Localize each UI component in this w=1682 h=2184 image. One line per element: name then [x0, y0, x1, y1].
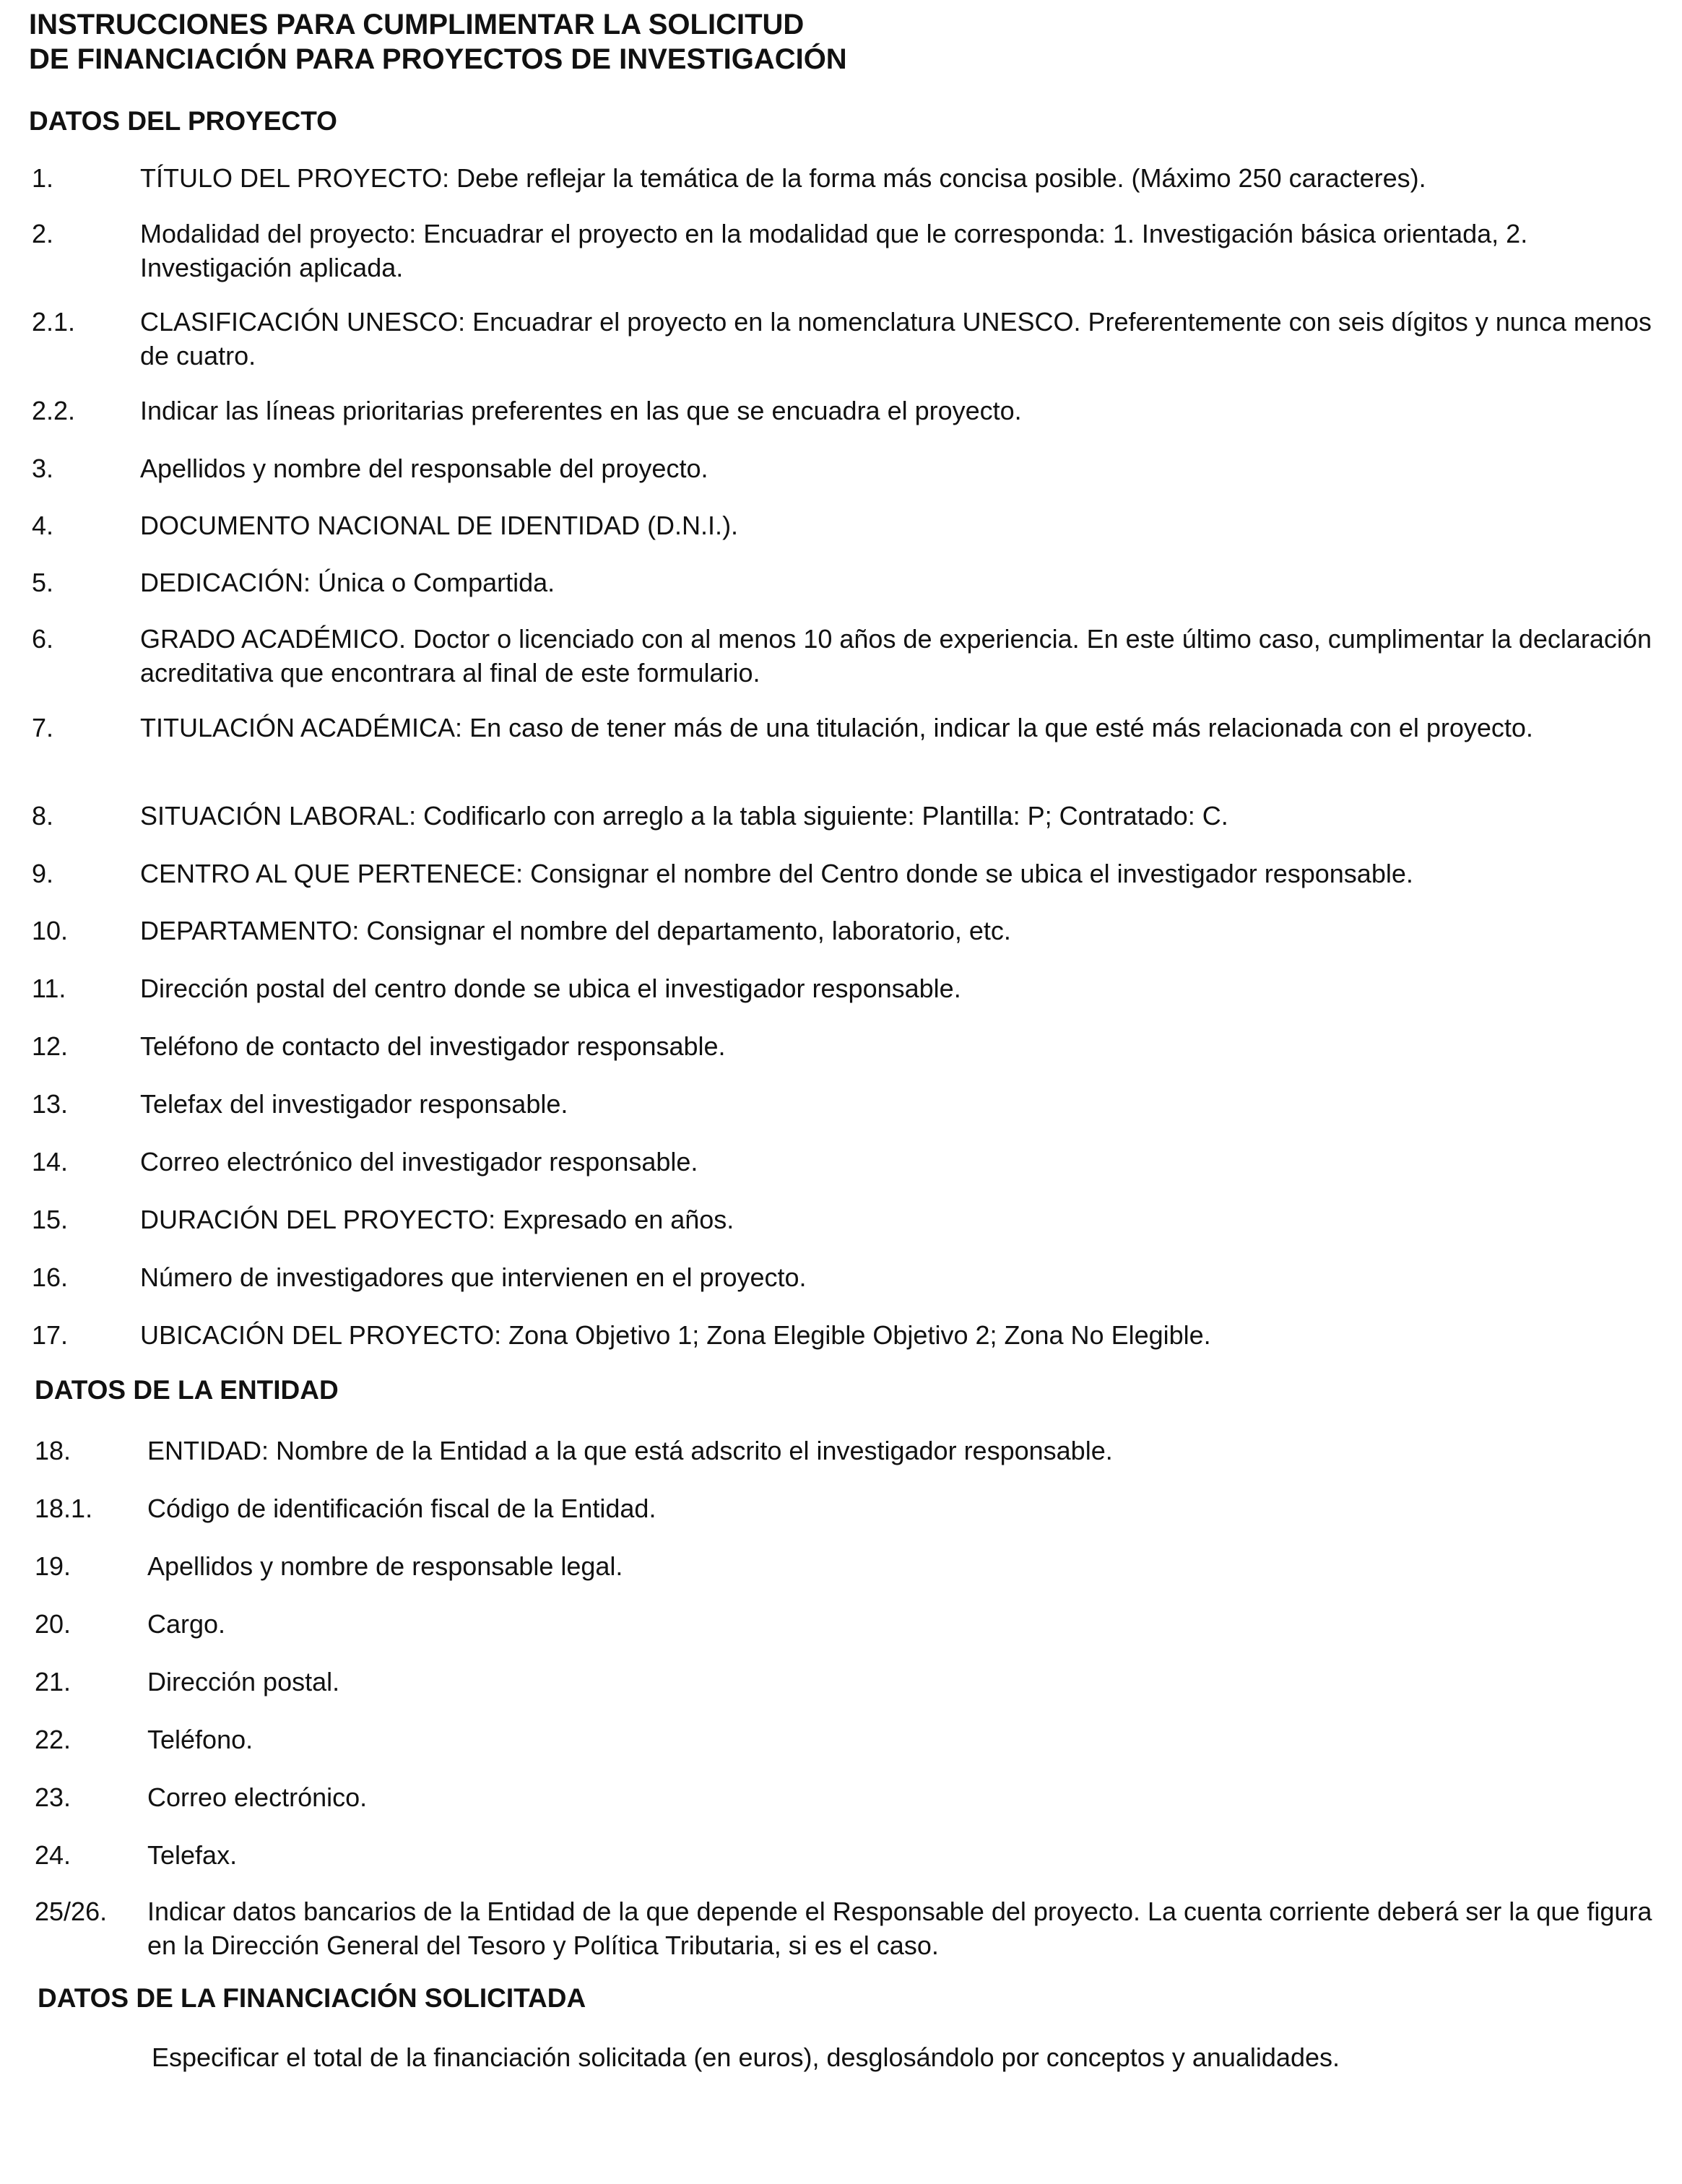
item-text: SITUACIÓN LABORAL: Codificarlo con arreglo a la tabla siguiente: Plantilla: P; Contratado: C.: [140, 801, 1228, 831]
item-number: 14.: [32, 1147, 69, 1176]
item-text: Indicar datos bancarios de la Entidad de la que depende el Responsable del proyecto. La cuenta corriente deberá ser la que figura en la Dirección General del Tesoro y Política Tributaria, si es el caso.: [147, 1897, 1652, 1960]
item-text: DEDICACIÓN: Única o Compartida.: [140, 568, 555, 597]
item-text: CLASIFICACIÓN UNESCO: Encuadrar el proyecto en la nomenclatura UNESCO. Preferentemente con seis dígitos y nunca menos de cuatro.: [140, 307, 1652, 370]
item-number: 6.: [32, 624, 54, 654]
item-number: 9.: [32, 859, 54, 888]
item-text: Telefax del investigador responsable.: [140, 1089, 568, 1119]
title-line-1: INSTRUCCIONES PARA CUMPLIMENTAR LA SOLICITUD: [29, 9, 805, 40]
item-text: ENTIDAD: Nombre de la Entidad a la que está adscrito el investigador responsable.: [147, 1436, 1113, 1465]
item-number: 18.1.: [35, 1494, 93, 1523]
item-number: 2.1.: [32, 307, 76, 337]
item-number: 13.: [32, 1089, 69, 1119]
item-number: 2.: [32, 219, 54, 248]
item-text: Modalidad del proyecto: Encuadrar el proyecto en la modalidad que le corresponda: 1. Investigación básica orientada, 2. Investigación aplicada.: [140, 219, 1528, 282]
item-number: 15.: [32, 1205, 69, 1234]
item-text: Apellidos y nombre de responsable legal.: [147, 1551, 623, 1581]
item-text: Dirección postal del centro donde se ubica el investigador responsable.: [140, 974, 961, 1003]
item-text: CENTRO AL QUE PERTENECE: Consignar el nombre del Centro donde se ubica el investigador responsable.: [140, 859, 1413, 888]
item-number: 10.: [32, 916, 69, 945]
item-number: 21.: [35, 1667, 71, 1696]
item-text: Correo electrónico.: [147, 1782, 368, 1812]
section-heading-financiacion: DATOS DE LA FINANCIACIÓN SOLICITADA: [38, 1983, 586, 2013]
item-text: UBICACIÓN DEL PROYECTO: Zona Objetivo 1; Zona Elegible Objetivo 2; Zona No Elegible.: [140, 1320, 1211, 1350]
item-number: 19.: [35, 1551, 71, 1581]
item-number: 7.: [32, 713, 54, 742]
item-text: Indicar las líneas prioritarias preferentes en las que se encuadra el proyecto.: [140, 396, 1022, 425]
item-number: 11.: [32, 974, 66, 1003]
item-text: Número de investigadores que intervienen en el proyecto.: [140, 1262, 807, 1292]
title-line-2: DE FINANCIACIÓN PARA PROYECTOS DE INVESTIGACIÓN: [29, 43, 847, 75]
item-text: Apellidos y nombre del responsable del proyecto.: [140, 454, 708, 483]
item-text: Telefax.: [147, 1840, 238, 1870]
item-text: DURACIÓN DEL PROYECTO: Expresado en años.: [140, 1205, 734, 1234]
item-number: 16.: [32, 1262, 69, 1292]
item-number: 2.2.: [32, 396, 76, 425]
item-number: 17.: [32, 1320, 69, 1350]
item-number: 8.: [32, 801, 54, 831]
section-heading-proyecto: DATOS DEL PROYECTO: [29, 106, 337, 136]
item-text: Código de identificación fiscal de la Entidad.: [147, 1494, 656, 1523]
item-number: 1.: [32, 163, 54, 193]
item-number: 22.: [35, 1725, 71, 1754]
item-text: TÍTULO DEL PROYECTO: Debe reflejar la temática de la forma más concisa posible. (Máximo 250 caracteres).: [140, 163, 1426, 193]
item-text: GRADO ACADÉMICO. Doctor o licenciado con al menos 10 años de experiencia. En este último caso, cumplimentar la declaración acreditativa que encontrara al final de este formulario.: [140, 624, 1652, 688]
item-text: DEPARTAMENTO: Consignar el nombre del departamento, laboratorio, etc.: [140, 916, 1011, 945]
item-text: Teléfono.: [147, 1725, 253, 1754]
item-number: 23.: [35, 1782, 71, 1812]
item-text: Correo electrónico del investigador responsable.: [140, 1147, 698, 1176]
item-number: 24.: [35, 1840, 71, 1870]
item-text: DOCUMENTO NACIONAL DE IDENTIDAD (D.N.I.).: [140, 511, 739, 540]
item-number: 12.: [32, 1031, 69, 1061]
item-text: Dirección postal.: [147, 1667, 340, 1696]
financiacion-note: Especificar el total de la financiación solicitada (en euros), desglosándolo por conceptos y anualidades.: [152, 2042, 1340, 2072]
document-title: [29, 7, 847, 77]
section-heading-entidad: DATOS DE LA ENTIDAD: [35, 1375, 339, 1405]
item-text: Teléfono de contacto del investigador responsable.: [140, 1031, 726, 1061]
item-number: 3.: [32, 454, 54, 483]
item-text: TITULACIÓN ACADÉMICA: En caso de tener más de una titulación, indicar la que esté más relacionada con el proyecto.: [140, 713, 1533, 742]
item-number: 25/26.: [35, 1897, 108, 1926]
item-number: 18.: [35, 1436, 71, 1465]
item-text: Cargo.: [147, 1609, 226, 1639]
item-number: 20.: [35, 1609, 71, 1639]
item-number: 4.: [32, 511, 54, 540]
item-number: 5.: [32, 568, 54, 597]
